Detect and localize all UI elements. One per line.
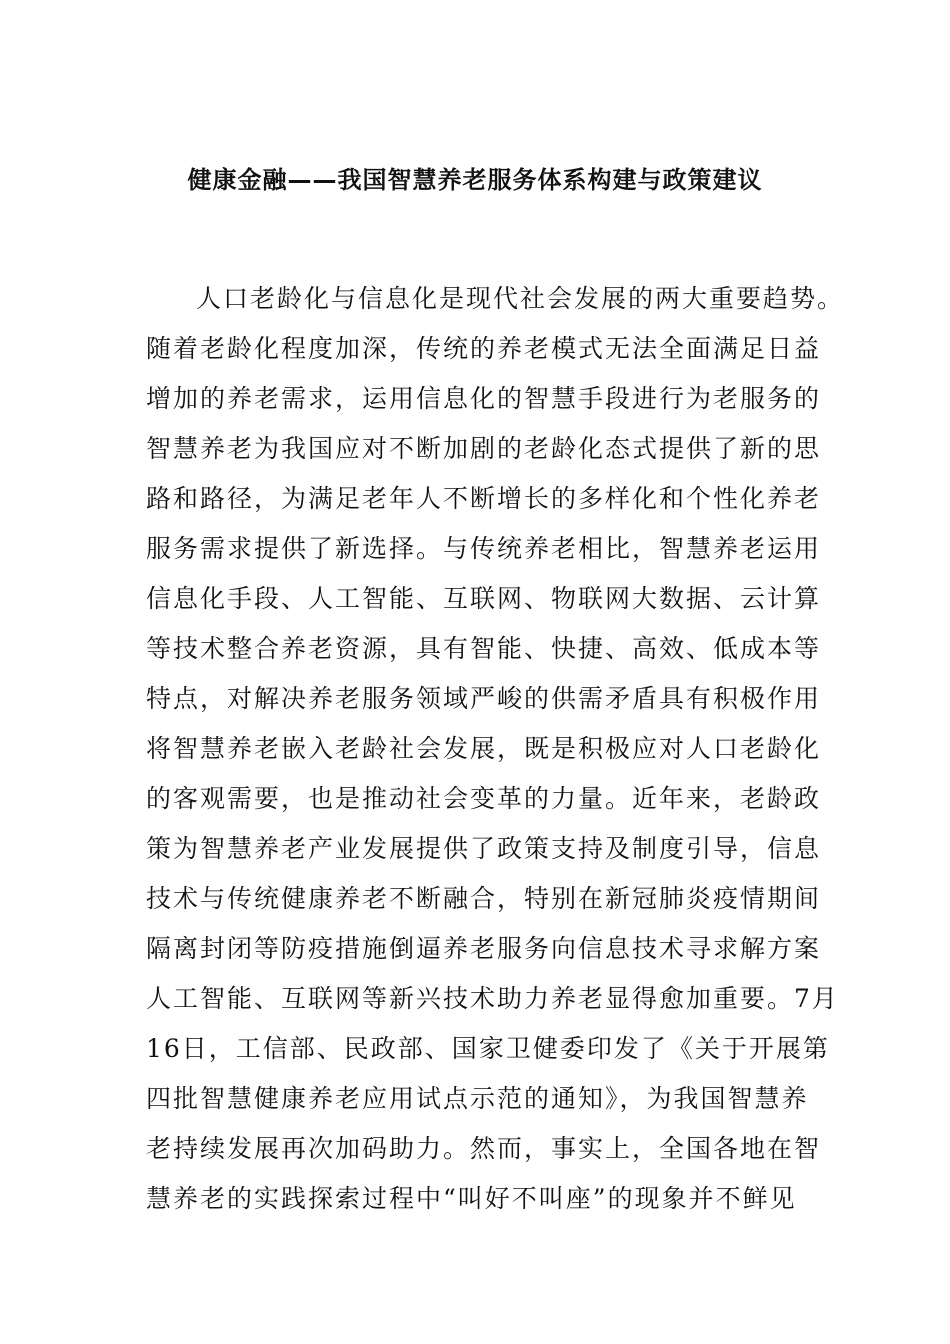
- paragraph-line: 智慧养老为我国应对不断加剧的老龄化态式提供了新的思: [146, 434, 822, 463]
- paragraph-line: 慧养老的实践探索过程中“叫好不叫座”的现象并不鲜见: [146, 1184, 797, 1213]
- paragraph-line: 人口老龄化与信息化是现代社会发展的两大重要趋势。: [196, 284, 845, 313]
- paragraph-line: 人工智能、互联网等新兴技术助力养老显得愈加重要。7月: [146, 984, 839, 1013]
- document-body: [146, 274, 846, 1224]
- paragraph-line: 等技术整合养老资源，具有智能、快捷、高效、低成本等: [146, 634, 822, 663]
- paragraph-line: 将智慧养老嵌入老龄社会发展，既是积极应对人口老龄化: [146, 734, 822, 763]
- paragraph-line: 老持续发展再次加码助力。然而，事实上，全国各地在智: [146, 1134, 822, 1163]
- paragraph-line: 特点，对解决养老服务领域严峻的供需矛盾具有积极作用: [146, 684, 822, 713]
- paragraph-line: 随着老龄化程度加深，传统的养老模式无法全面满足日益: [146, 334, 822, 363]
- paragraph-line: 四批智慧健康养老应用试点示范的通知》，为我国智慧养: [146, 1084, 809, 1113]
- paragraph-line: 隔离封闭等防疫措施倒逼养老服务向信息技术寻求解方案: [146, 934, 822, 963]
- paragraph-line: 技术与传统健康养老不断融合，特别在新冠肺炎疫情期间: [146, 884, 822, 913]
- paragraph-line: 的客观需要，也是推动社会变革的力量。近年来，老龄政: [146, 784, 822, 813]
- paragraph-line: 路和路径，为满足老年人不断增长的多样化和个性化养老: [146, 484, 822, 513]
- paragraph-line: 增加的养老需求，运用信息化的智慧手段进行为老服务的: [146, 384, 822, 413]
- paragraph-line: 服务需求提供了新选择。与传统养老相比，智慧养老运用: [146, 534, 822, 563]
- paragraph-line: 信息化手段、人工智能、互联网、物联网大数据、云计算: [146, 584, 822, 613]
- paragraph-line: 16日，工信部、民政部、国家卫健委印发了《关于开展第: [146, 1034, 830, 1063]
- paragraph-line: 策为智慧养老产业发展提供了政策支持及制度引导，信息: [146, 834, 822, 863]
- document-title: 健康金融——我国智慧养老服务体系构建与政策建议: [187, 166, 763, 194]
